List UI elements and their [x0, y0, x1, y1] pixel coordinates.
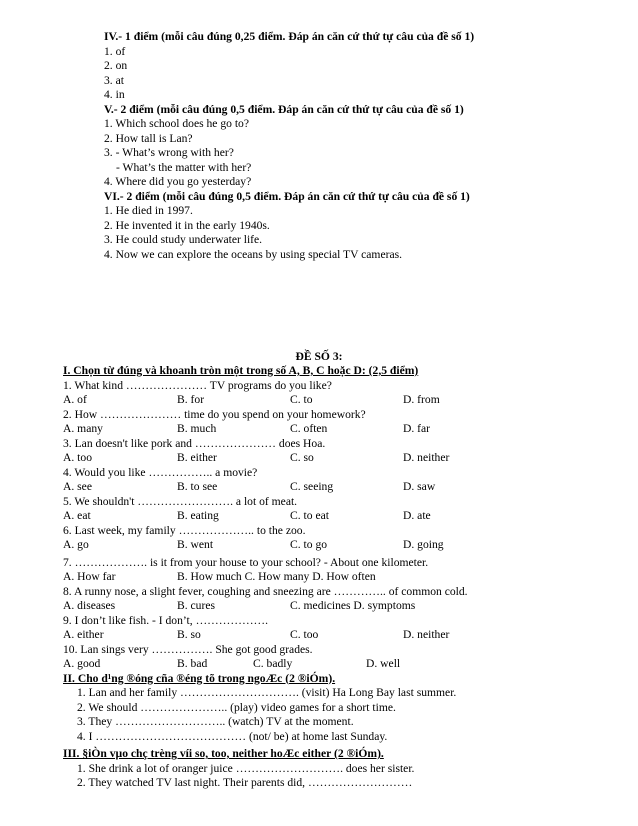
option: A. How far	[63, 570, 116, 583]
option-row	[63, 657, 623, 672]
section-ii-header: II. Cho d¹ng ®óng cña ®éng tõ trong ngoÆc (2 ®iÓm).	[63, 671, 336, 685]
option: A. too	[63, 451, 92, 464]
option: B. so	[177, 628, 201, 641]
option: C. to go	[290, 538, 328, 551]
option: D. far	[403, 422, 431, 435]
section-iii-header: III. §iÒn vµo chç trèng víi so, too, neither hoÆc either (2 ®iÓm).	[63, 747, 384, 760]
option: B. to see	[177, 480, 218, 493]
exercise-line: 2. We should ………………….. (play) video games for a short time.	[77, 700, 396, 714]
question: 7. ………………. is it from your house to your school? - About one kilometer.	[63, 555, 429, 569]
option-row	[63, 451, 623, 466]
option: D. going	[403, 538, 444, 551]
option: B. for	[177, 393, 205, 406]
option: C. to	[290, 393, 313, 406]
option: C. so	[290, 451, 314, 464]
option: C. to eat	[290, 509, 329, 522]
exercise-line: 1. Lan and her family …………………………. (visit) Ha Long Bay last summer.	[77, 686, 457, 699]
answer-line: 1. He died in 1997.	[104, 204, 193, 217]
option-row	[63, 599, 623, 614]
option: C. badly	[253, 657, 293, 670]
option: D. well	[366, 657, 401, 670]
option: D. neither	[403, 628, 450, 641]
exercise-line: 4. I ………………………………… (not/ be) at home last Sunday.	[77, 729, 388, 743]
section-vi-title: VI.- 2 điểm (mỗi câu đúng 0,5 điểm. Đáp án căn cứ thứ tự câu của đề số 1)	[104, 189, 470, 203]
option: B. went	[177, 538, 214, 551]
option-row	[63, 628, 623, 643]
answer-line: - What’s the matter with her?	[116, 160, 252, 174]
option: D. neither	[403, 451, 450, 464]
option: A. diseases	[63, 599, 116, 612]
answer-key-section	[104, 30, 624, 262]
section-iv-title: IV.- 1 điểm (mỗi câu đúng 0,25 điểm. Đáp án căn cứ thứ tự câu của đề số 1)	[104, 30, 475, 43]
answer-line: 1. Which school does he go to?	[104, 117, 250, 130]
answer-line: 3. He could study underwater life.	[104, 233, 263, 246]
answer-line: 2. on	[104, 59, 128, 72]
question: 10. Lan sings very ……………. She got good grades.	[63, 642, 313, 656]
answer-line: 1. of	[104, 44, 126, 58]
option: A. either	[63, 628, 104, 641]
option: B. bad	[177, 657, 208, 670]
option-row	[63, 393, 623, 408]
section-i-header: I. Chọn từ đúng và khoanh tròn một trong số A, B, C hoặc D: (2,5 điểm)	[63, 364, 419, 377]
option: D. from	[403, 393, 440, 406]
answer-line: 2. He invented it in the early 1940s.	[104, 218, 270, 232]
option: A. eat	[63, 509, 91, 522]
option: C. often	[290, 422, 328, 435]
exercise-line: 2. They watched TV last night. Their parents did, ………………………	[77, 776, 413, 789]
option-row	[63, 509, 623, 524]
question: 2. How ………………… time do you spend on your homework?	[63, 407, 366, 421]
exam-title: ĐỀ SỐ 3:	[295, 350, 343, 363]
option: A. of	[63, 393, 87, 406]
exercise-line: 1. She drink a lot of oranger juice ………………………. does her sister.	[77, 761, 415, 775]
section-v-title: V.- 2 điểm (mỗi câu đúng 0,5 điểm. Đáp án căn cứ thứ tự câu của đề số 1)	[104, 102, 464, 116]
question: 4. Would you like …………….. a movie?	[63, 465, 258, 479]
option: A. go	[63, 538, 89, 551]
option-row	[63, 480, 623, 495]
option: B. cures	[177, 599, 215, 612]
option-row	[63, 538, 623, 553]
question: 6. Last week, my family ……………….. to the zoo.	[63, 523, 306, 537]
option: B. How much C. How many D. How often	[177, 570, 376, 583]
option: C. too	[290, 628, 319, 641]
answer-line: 4. Where did you go yesterday?	[104, 175, 252, 188]
option: B. eating	[177, 509, 219, 522]
exercise-line: 3. They ……………………….. (watch) TV at the moment.	[77, 715, 354, 728]
option: A. see	[63, 480, 92, 493]
exam-body	[63, 364, 623, 791]
question: 3. Lan doesn't like pork and ………………… does Hoa.	[63, 436, 326, 450]
question: 8. A runny nose, a slight fever, coughing and sneezing are ………….. of common cold.	[63, 584, 468, 598]
option-row	[63, 422, 623, 437]
option: A. many	[63, 422, 103, 435]
question: 5. We shouldn't ……………………. a lot of meat.	[63, 494, 298, 508]
option: B. either	[177, 451, 217, 464]
answer-line: 3. at	[104, 73, 124, 87]
option: C. medicines D. symptoms	[290, 599, 416, 612]
option-row	[63, 570, 623, 585]
option: A. good	[63, 657, 101, 670]
option: C. seeing	[290, 480, 334, 493]
question: 9. I don’t like fish. - I don’t, ……………….	[63, 613, 269, 627]
option: B. much	[177, 422, 217, 435]
answer-line: 2. How tall is Lan?	[104, 131, 193, 145]
question: 1. What kind ………………… TV programs do you like?	[63, 378, 332, 392]
answer-line: 4. Now we can explore the oceans by using special TV cameras.	[104, 247, 403, 261]
option: D. ate	[403, 509, 431, 522]
option: D. saw	[403, 480, 436, 493]
answer-line: 3. - What’s wrong with her?	[104, 146, 234, 159]
answer-line: 4. in	[104, 88, 125, 101]
